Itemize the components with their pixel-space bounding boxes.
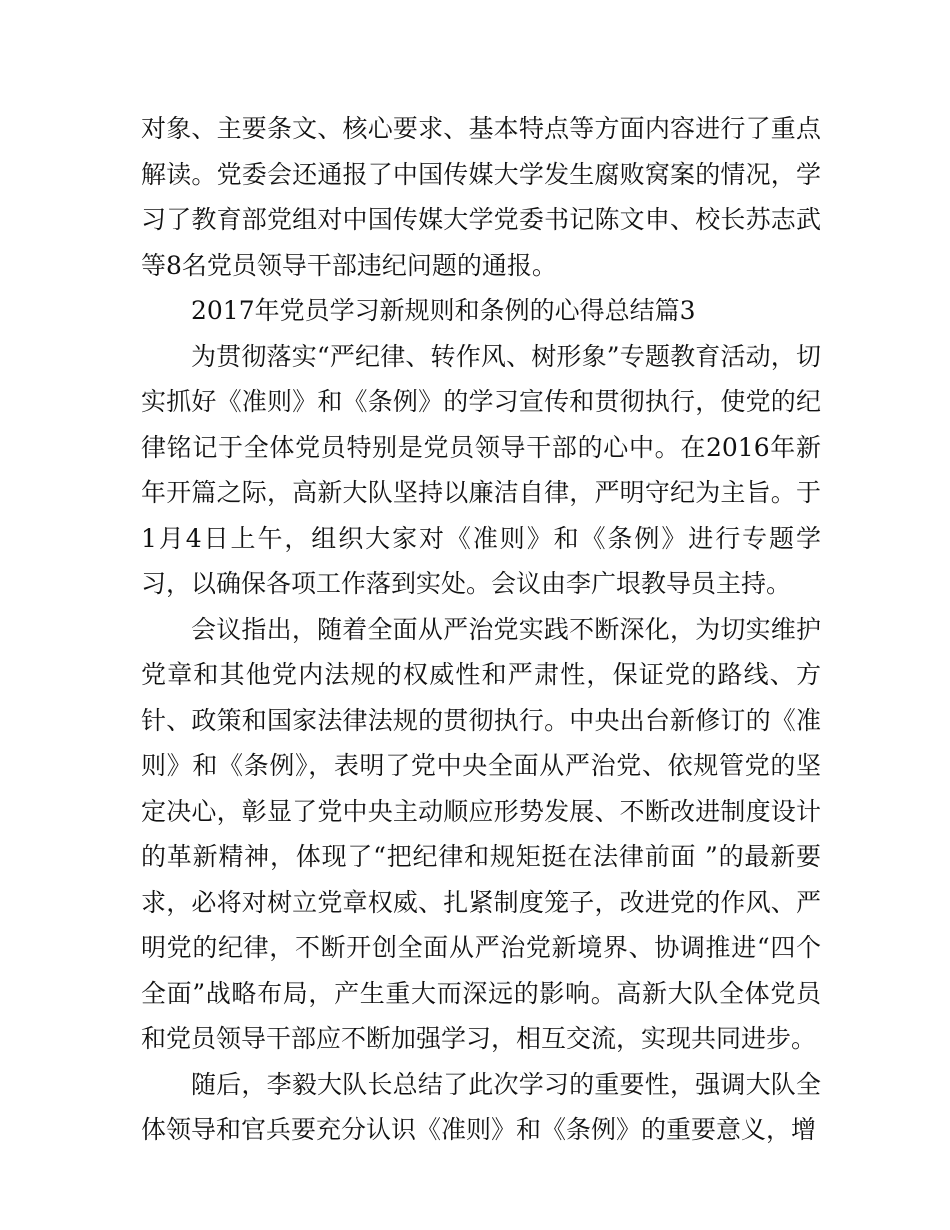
paragraph-continuation: 对象、主要条文、核心要求、基本特点等方面内容进行了重点解读。党委会还通报了中国传媒大学发生腐败窝案的情况，学习了教育部党组对中国传媒大学党委书记陈文申、校长苏志武等8名党员领导干部违纪问题的通报。 <box>141 114 821 280</box>
paragraph-meeting-points: 会议指出，随着全面从严治党实践不断深化，为切实维护党章和其他党内法规的权威性和严肃性，保证党的路线、方针、政策和国家法律法规的贯彻执行。中央出台新修订的《准则》和《条例》，表明了党中央全面从严治党、依规管党的坚定决心，彰显了党中央主动顺应形势发展、不断改进制度设计的革新精神，体现了“把纪律和规矩挺在法律前面 ”的最新要求，必将对树立党章权威、扎紧制度笼子，改进党的作风、严明党的纪律，不断开创全面从严治党新境界、协调推进“四个全面”战略布局，产生重大而深远的影响。高新大队全体党员和党员领导干部应不断加强学习，相互交流，实现共同进步。 <box>141 614 821 1053</box>
section-heading: 2017年党员学习新规则和条例的心得总结篇3 <box>191 296 696 325</box>
paragraph-intro: 为贯彻落实“严纪律、转作风、树形象”专题教育活动，切实抓好《准则》和《条例》的学习宣传和贯彻执行，使党的纪律铭记于全体党员特别是党员领导干部的心中。在2016年新年开篇之际，高新大队坚持以廉洁自律，严明守纪为主旨。于1月4日上午，组织大家对《准则》和《条例》进行专题学习，以确保各项工作落到实处。会议由李广垠教导员主持。 <box>141 341 821 598</box>
document-body <box>141 106 821 1153</box>
paragraph-summary: 随后，李毅大队长总结了此次学习的重要性，强调大队全体领导和官兵要充分认识《准则》和《条例》的重要意义，增 <box>141 1069 821 1144</box>
